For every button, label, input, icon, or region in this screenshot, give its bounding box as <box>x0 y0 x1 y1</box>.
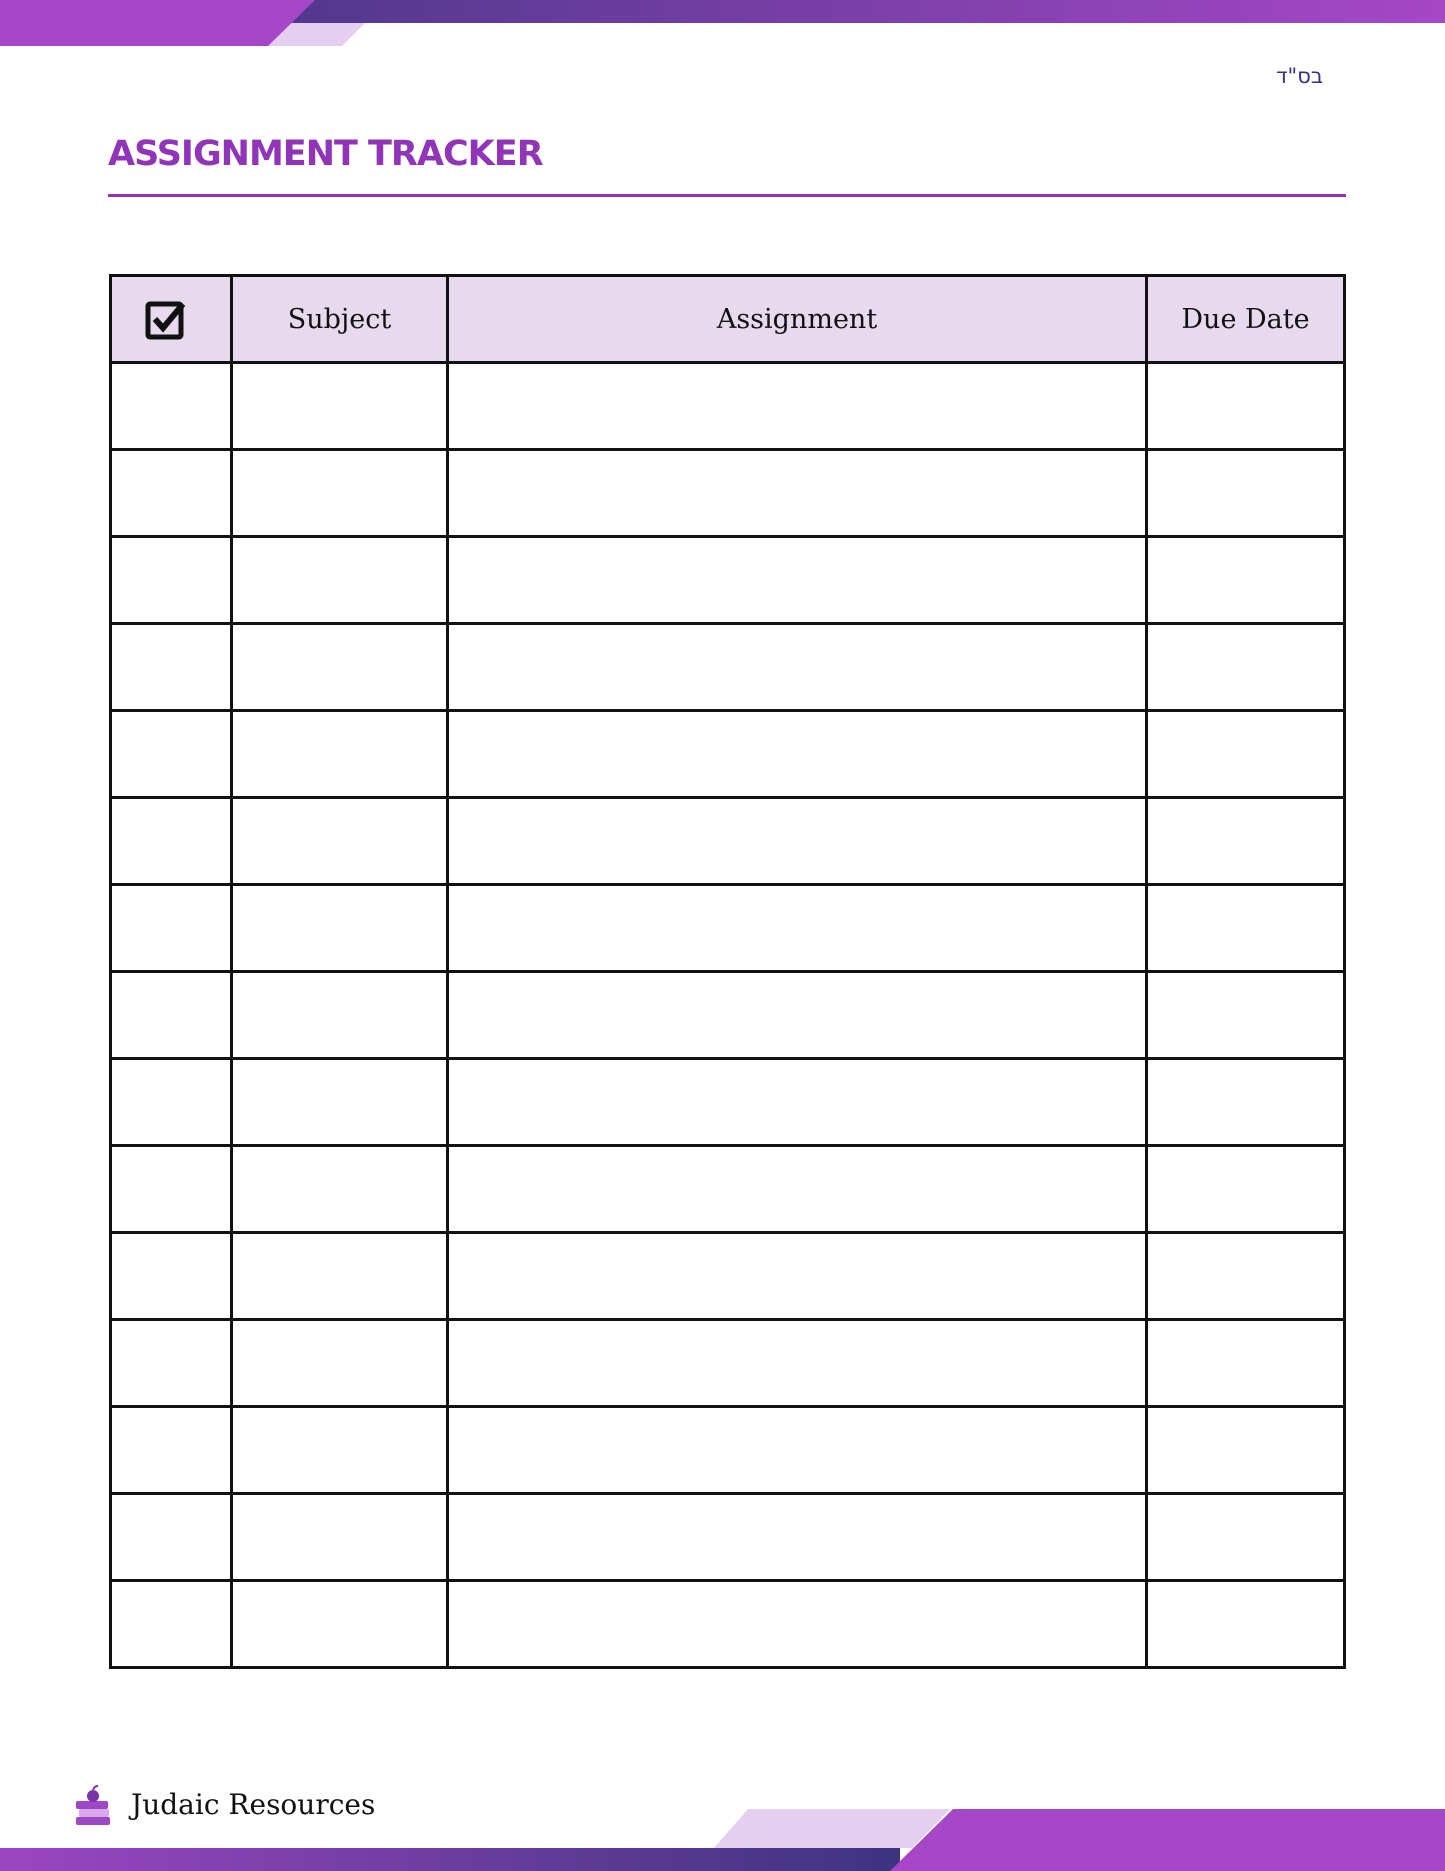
table-row <box>111 537 1345 624</box>
done-cell[interactable] <box>111 1494 232 1581</box>
assignment-cell[interactable] <box>448 1407 1147 1494</box>
header-cell-assignment: Assignment <box>448 276 1147 363</box>
assignment-cell[interactable] <box>448 972 1147 1059</box>
table-row <box>111 711 1345 798</box>
page-title: ASSIGNMENT TRACKER <box>108 134 543 174</box>
header-cell-done <box>111 276 232 363</box>
table-row <box>111 1320 1345 1407</box>
table-body <box>111 363 1345 1668</box>
done-cell[interactable] <box>111 363 232 450</box>
done-cell[interactable] <box>111 1407 232 1494</box>
subject-cell[interactable] <box>232 363 448 450</box>
assignment-cell[interactable] <box>448 798 1147 885</box>
due-date-cell[interactable] <box>1147 363 1345 450</box>
done-cell[interactable] <box>111 450 232 537</box>
subject-cell[interactable] <box>232 624 448 711</box>
subject-cell[interactable] <box>232 1494 448 1581</box>
assignment-cell[interactable] <box>448 1581 1147 1668</box>
done-cell[interactable] <box>111 1320 232 1407</box>
subject-cell[interactable] <box>232 1146 448 1233</box>
assignment-cell[interactable] <box>448 1233 1147 1320</box>
subject-cell[interactable] <box>232 798 448 885</box>
table-row <box>111 624 1345 711</box>
done-cell[interactable] <box>111 537 232 624</box>
done-cell[interactable] <box>111 711 232 798</box>
due-date-cell[interactable] <box>1147 1233 1345 1320</box>
due-date-cell[interactable] <box>1147 1059 1345 1146</box>
assignment-cell[interactable] <box>448 711 1147 798</box>
assignment-cell[interactable] <box>448 885 1147 972</box>
subject-cell[interactable] <box>232 885 448 972</box>
done-cell[interactable] <box>111 624 232 711</box>
table-row <box>111 1407 1345 1494</box>
checkbox-checked-icon <box>145 298 189 340</box>
subject-cell[interactable] <box>232 1320 448 1407</box>
table-row <box>111 885 1345 972</box>
due-date-cell[interactable] <box>1147 624 1345 711</box>
done-cell[interactable] <box>111 972 232 1059</box>
bsd-header-text: בס"ד <box>1276 64 1323 88</box>
header-cell-due-date: Due Date <box>1147 276 1345 363</box>
subject-cell[interactable] <box>232 1059 448 1146</box>
due-date-cell[interactable] <box>1147 798 1345 885</box>
done-cell[interactable] <box>111 885 232 972</box>
subject-cell[interactable] <box>232 1581 448 1668</box>
done-cell[interactable] <box>111 1581 232 1668</box>
table-row <box>111 972 1345 1059</box>
assignment-cell[interactable] <box>448 1494 1147 1581</box>
assignment-cell[interactable] <box>448 1320 1147 1407</box>
table-row <box>111 1146 1345 1233</box>
table-row <box>111 450 1345 537</box>
assignment-cell[interactable] <box>448 1059 1147 1146</box>
done-cell[interactable] <box>111 798 232 885</box>
apple-on-books-icon <box>72 1785 114 1831</box>
table-row <box>111 1233 1345 1320</box>
table-row <box>111 1059 1345 1146</box>
table-row <box>111 363 1345 450</box>
subject-cell[interactable] <box>232 972 448 1059</box>
due-date-cell[interactable] <box>1147 1494 1345 1581</box>
due-date-cell[interactable] <box>1147 1581 1345 1668</box>
table-row <box>111 798 1345 885</box>
assignment-cell[interactable] <box>448 363 1147 450</box>
title-underline <box>108 194 1346 197</box>
due-date-cell[interactable] <box>1147 537 1345 624</box>
assignment-cell[interactable] <box>448 624 1147 711</box>
assignment-cell[interactable] <box>448 537 1147 624</box>
due-date-cell[interactable] <box>1147 1320 1345 1407</box>
done-cell[interactable] <box>111 1146 232 1233</box>
table-header-row <box>111 276 1345 363</box>
header-cell-subject: Subject <box>232 276 448 363</box>
due-date-cell[interactable] <box>1147 1146 1345 1233</box>
due-date-cell[interactable] <box>1147 1407 1345 1494</box>
assignment-cell[interactable] <box>448 450 1147 537</box>
footer-brand: Judaic Resources <box>131 1788 376 1821</box>
subject-cell[interactable] <box>232 1233 448 1320</box>
due-date-cell[interactable] <box>1147 450 1345 537</box>
assignment-table <box>109 274 1346 1669</box>
due-date-cell[interactable] <box>1147 885 1345 972</box>
table-row <box>111 1581 1345 1668</box>
due-date-cell[interactable] <box>1147 972 1345 1059</box>
subject-cell[interactable] <box>232 450 448 537</box>
top-decorative-band <box>0 0 1445 50</box>
subject-cell[interactable] <box>232 537 448 624</box>
done-cell[interactable] <box>111 1233 232 1320</box>
subject-cell[interactable] <box>232 711 448 798</box>
assignment-cell[interactable] <box>448 1146 1147 1233</box>
due-date-cell[interactable] <box>1147 711 1345 798</box>
done-cell[interactable] <box>111 1059 232 1146</box>
subject-cell[interactable] <box>232 1407 448 1494</box>
table-row <box>111 1494 1345 1581</box>
